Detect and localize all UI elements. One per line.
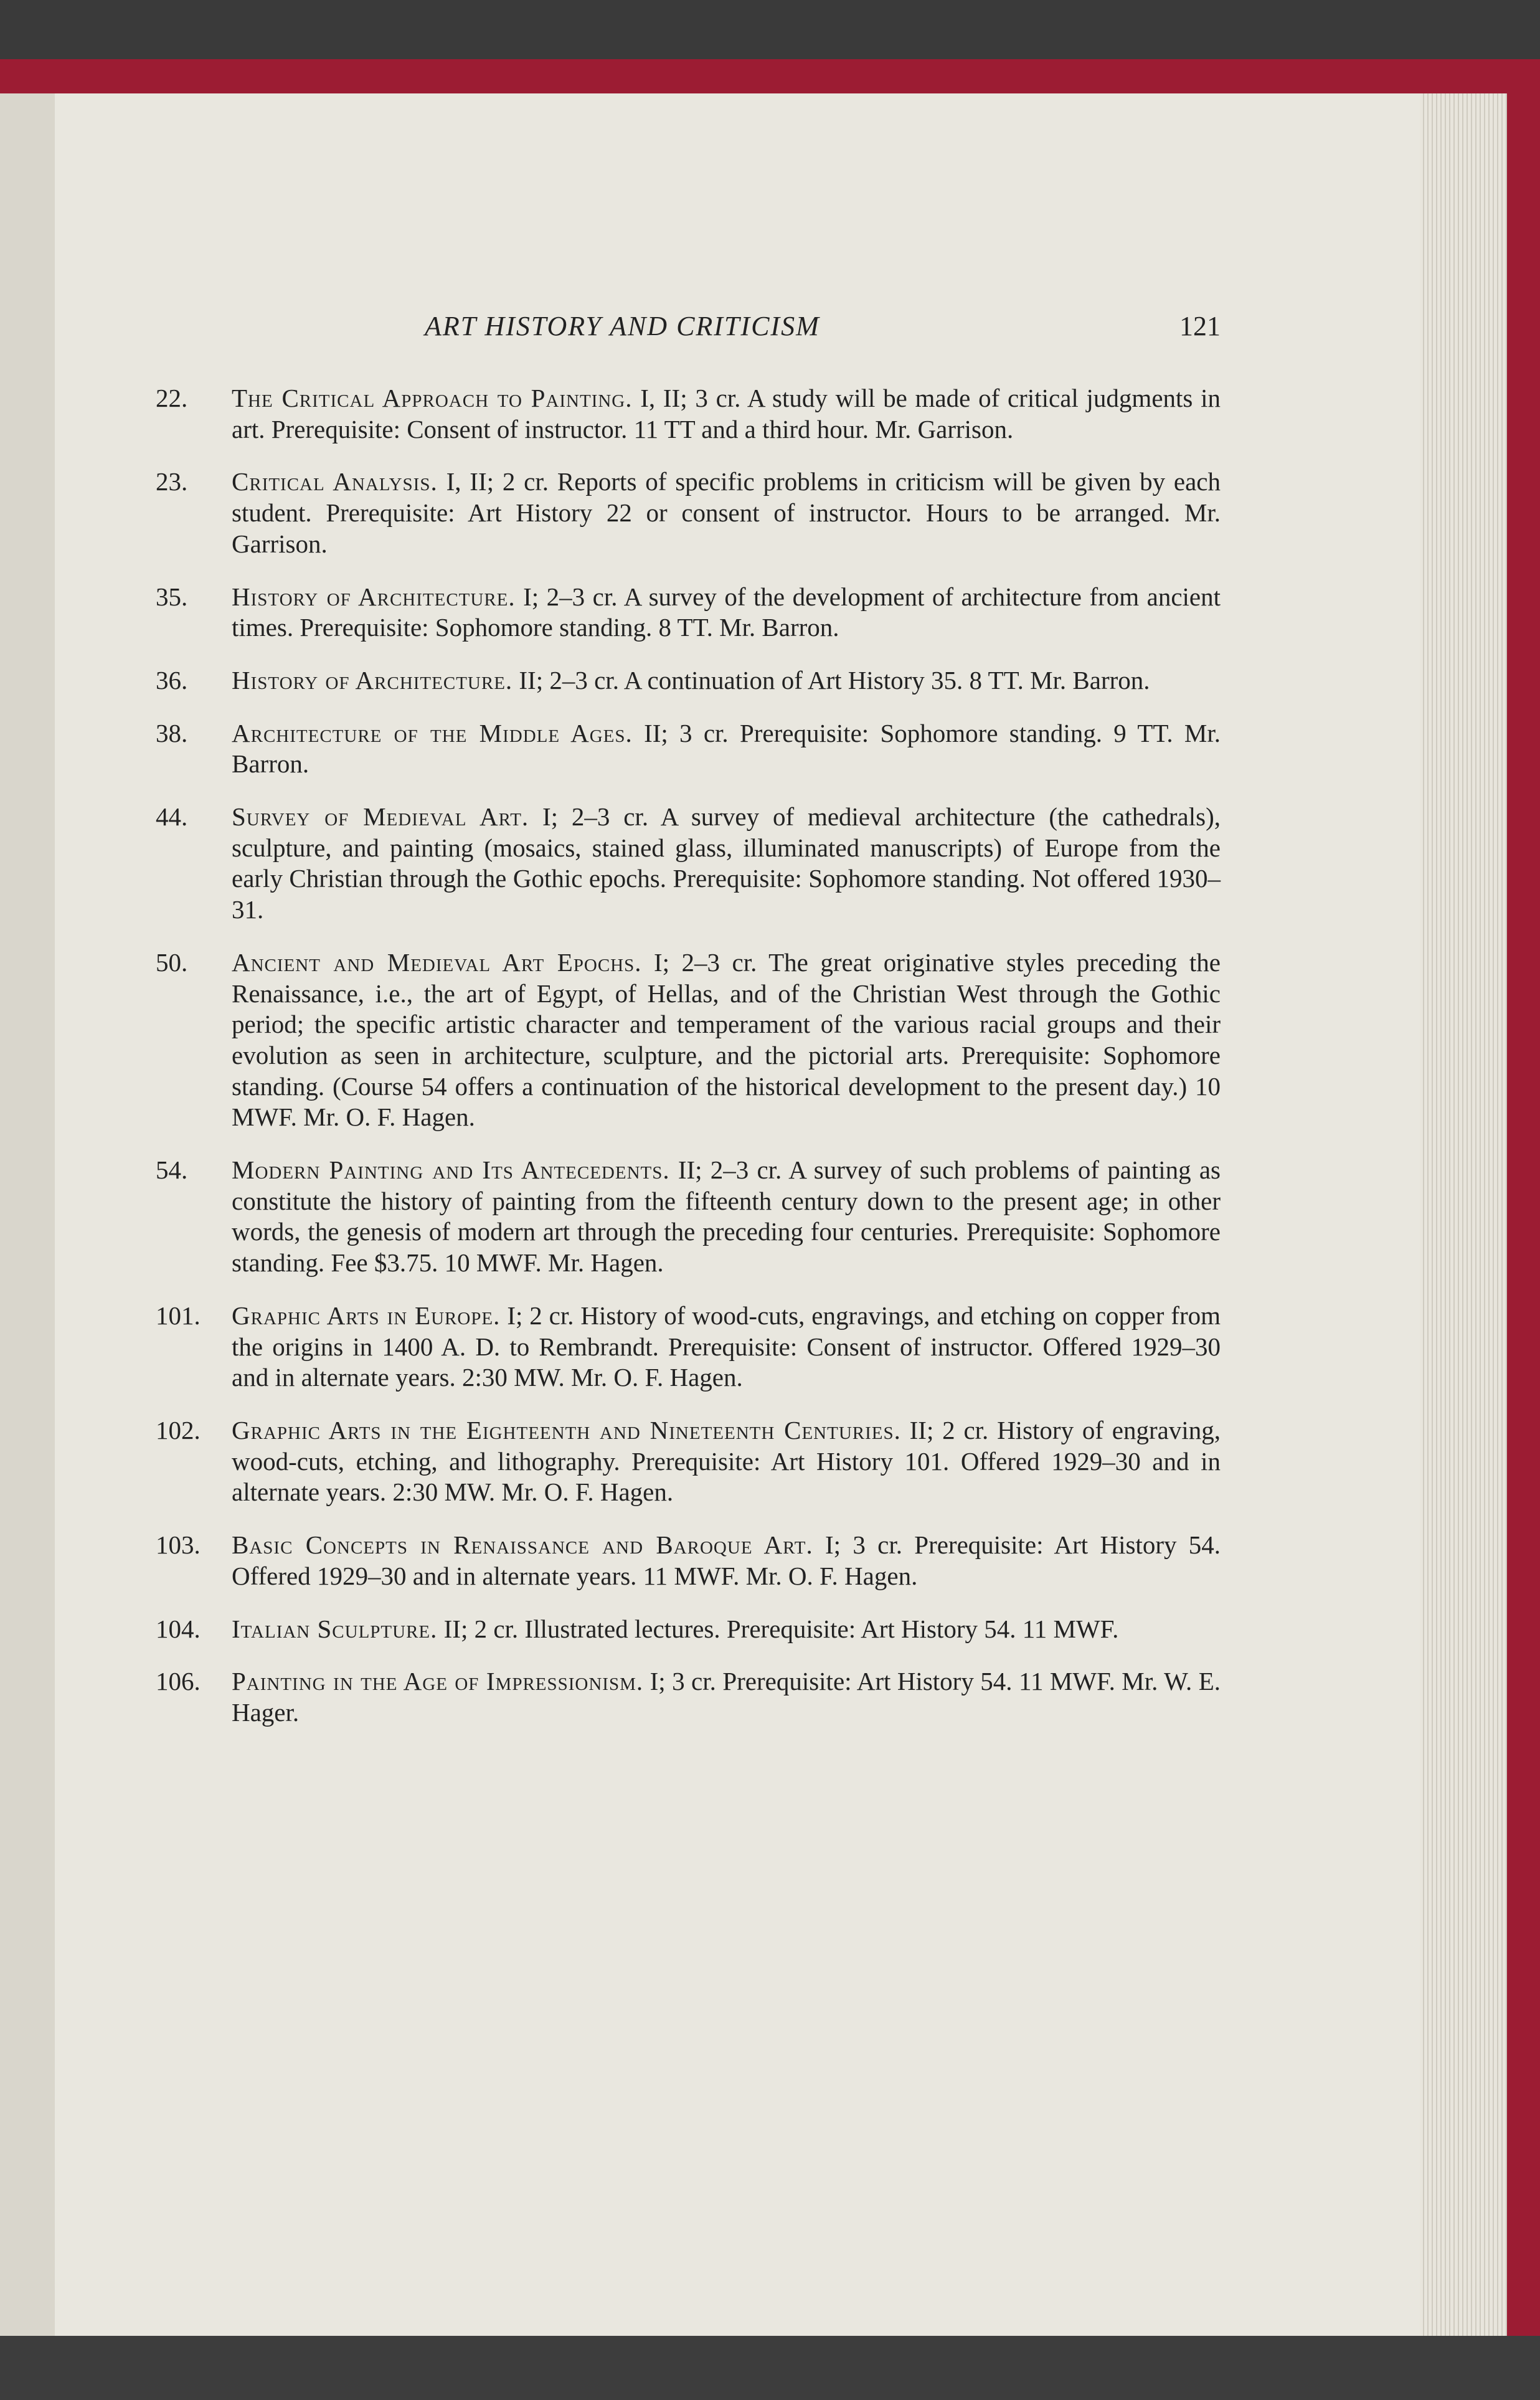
course-description: I; 3 cr. Prerequisite: Art History 54. Offered 1929–30 and in alternate years. 11 MWF. Mr. O. F. Hagen. bbox=[232, 1530, 1221, 1590]
course-description: I; 2–3 cr. A survey of medieval architecture (the cathedrals), sculpture, and painting (mosaics, stained glass, illuminated manuscripts) of Europe from the early Christian through the Gothic epochs. Prerequisite: Sophomore standing. Not offered 1930–31. bbox=[232, 802, 1221, 924]
course-title: Critical Analysis. bbox=[232, 467, 438, 496]
course-description: II; 2 cr. Illustrated lectures. Prerequisite: Art History 54. 11 MWF. bbox=[443, 1614, 1119, 1643]
course-number: 102. bbox=[156, 1415, 201, 1444]
course-title: Painting in the Age of Impressionism. bbox=[232, 1667, 644, 1696]
course-number: 50. bbox=[156, 947, 188, 977]
course-entry bbox=[156, 467, 1221, 559]
course-number: 104. bbox=[156, 1614, 201, 1643]
course-description: I; 2 cr. History of wood-cuts, engravings, and etching on copper from the origins in 1400 A. D. to Rembrandt. Prerequisite: Consent of instructor. Offered 1929–30 and in alternate years. 2:30 MW. Mr. O. F. Hagen. bbox=[232, 1301, 1221, 1392]
course-title: Italian Sculpture. bbox=[232, 1614, 438, 1643]
course-title: Graphic Arts in the Eighteenth and Nineteenth Centuries. bbox=[232, 1415, 901, 1444]
course-number: 103. bbox=[156, 1530, 201, 1560]
course-entry bbox=[156, 1301, 1221, 1393]
course-description: I, II; 2 cr. Reports of specific problems in criticism will be given by each student. Prerequisite: Art History 22 or consent of instructor. Hours to be arranged. Mr. Garrison. bbox=[232, 467, 1221, 558]
course-title: Modern Painting and Its Antecedents. bbox=[232, 1155, 670, 1185]
course-entry bbox=[156, 1415, 1221, 1508]
course-entry bbox=[156, 1530, 1221, 1591]
course-title: Survey of Medieval Art. bbox=[232, 802, 529, 832]
course-number: 54. bbox=[156, 1155, 188, 1185]
course-title: Ancient and Medieval Art Epochs. bbox=[232, 947, 642, 977]
course-title: Architecture of the Middle Ages. bbox=[232, 718, 633, 747]
course-title: The Critical Approach to Painting. bbox=[232, 384, 633, 412]
course-title: History of Architecture. bbox=[232, 582, 516, 611]
facing-page-edge bbox=[0, 93, 55, 2400]
running-header bbox=[224, 310, 1221, 350]
course-description: I, II; 3 cr. A study will be made of critical judgments in art. Prerequisite: Consent of instructor. 11 TT and a third hour. Mr. Garrison. bbox=[232, 384, 1221, 443]
background-band bbox=[0, 2336, 1540, 2400]
course-number: 38. bbox=[156, 718, 188, 747]
course-description: I; 3 cr. Prerequisite: Art History 54. 11 MWF. Mr. W. E. Hager. bbox=[232, 1667, 1221, 1727]
course-entry bbox=[156, 383, 1221, 445]
course-number: 35. bbox=[156, 582, 188, 611]
course-entry bbox=[156, 718, 1221, 780]
course-number: 44. bbox=[156, 802, 188, 832]
course-description: I; 2–3 cr. The great originative styles preceding the Renaissance, i.e., the art of Egypt, of Hellas, and of the Christian West through the Gothic period; the specific artistic character and temperament of the various racial groups and their evolution as seen in architecture, sculpture, and the pictorial arts. Prerequisite: Sophomore standing. (Course 54 offers a continuation of the historical development to the present day.) 10 MWF. Mr. O. F. Hagen. bbox=[232, 947, 1221, 1132]
course-number: 106. bbox=[156, 1667, 201, 1696]
course-number: 23. bbox=[156, 467, 188, 496]
course-description: II; 2 cr. History of engraving, wood-cuts, etching, and lithography. Prerequisite: Art History 101. Offered 1929–30 and in alternate years. 2:30 MW. Mr. O. F. Hagen. bbox=[232, 1415, 1221, 1507]
course-description: II; 2–3 cr. A continuation of Art History 35. 8 TT. Mr. Barron. bbox=[519, 665, 1150, 695]
course-entry bbox=[156, 1614, 1221, 1645]
course-number: 36. bbox=[156, 665, 188, 695]
course-entry bbox=[156, 582, 1221, 643]
page-number: 121 bbox=[1179, 311, 1221, 341]
course-entry bbox=[156, 802, 1221, 926]
course-entry bbox=[156, 947, 1221, 1133]
course-entry bbox=[156, 1666, 1221, 1728]
course-title: History of Architecture. bbox=[232, 665, 513, 695]
running-title: ART HISTORY AND CRITICISM bbox=[425, 311, 820, 341]
course-number: 22. bbox=[156, 384, 188, 412]
course-entry bbox=[156, 1155, 1221, 1279]
course-description: II; 3 cr. Prerequisite: Sophomore standing. 9 TT. Mr. Barron. bbox=[232, 718, 1221, 779]
course-description: II; 2–3 cr. A survey of such problems of painting as constitute the history of painting from the fifteenth century down to the present age; in other words, the genesis of modern art through the preceding four centuries. Prerequisite: Sophomore standing. Fee $3.75. 10 MWF. Mr. Hagen. bbox=[232, 1155, 1221, 1278]
course-title: Basic Concepts in Renaissance and Baroque Art. bbox=[232, 1530, 813, 1560]
course-entry bbox=[156, 665, 1221, 696]
course-number: 101. bbox=[156, 1301, 201, 1330]
course-title: Graphic Arts in Europe. bbox=[232, 1301, 501, 1330]
page-stack-edge bbox=[1420, 93, 1507, 2336]
course-list bbox=[156, 383, 1221, 1750]
course-description: I; 2–3 cr. A survey of the development of architecture from ancient times. Prerequisite: Sophomore standing. 8 TT. Mr. Barron. bbox=[232, 582, 1221, 642]
